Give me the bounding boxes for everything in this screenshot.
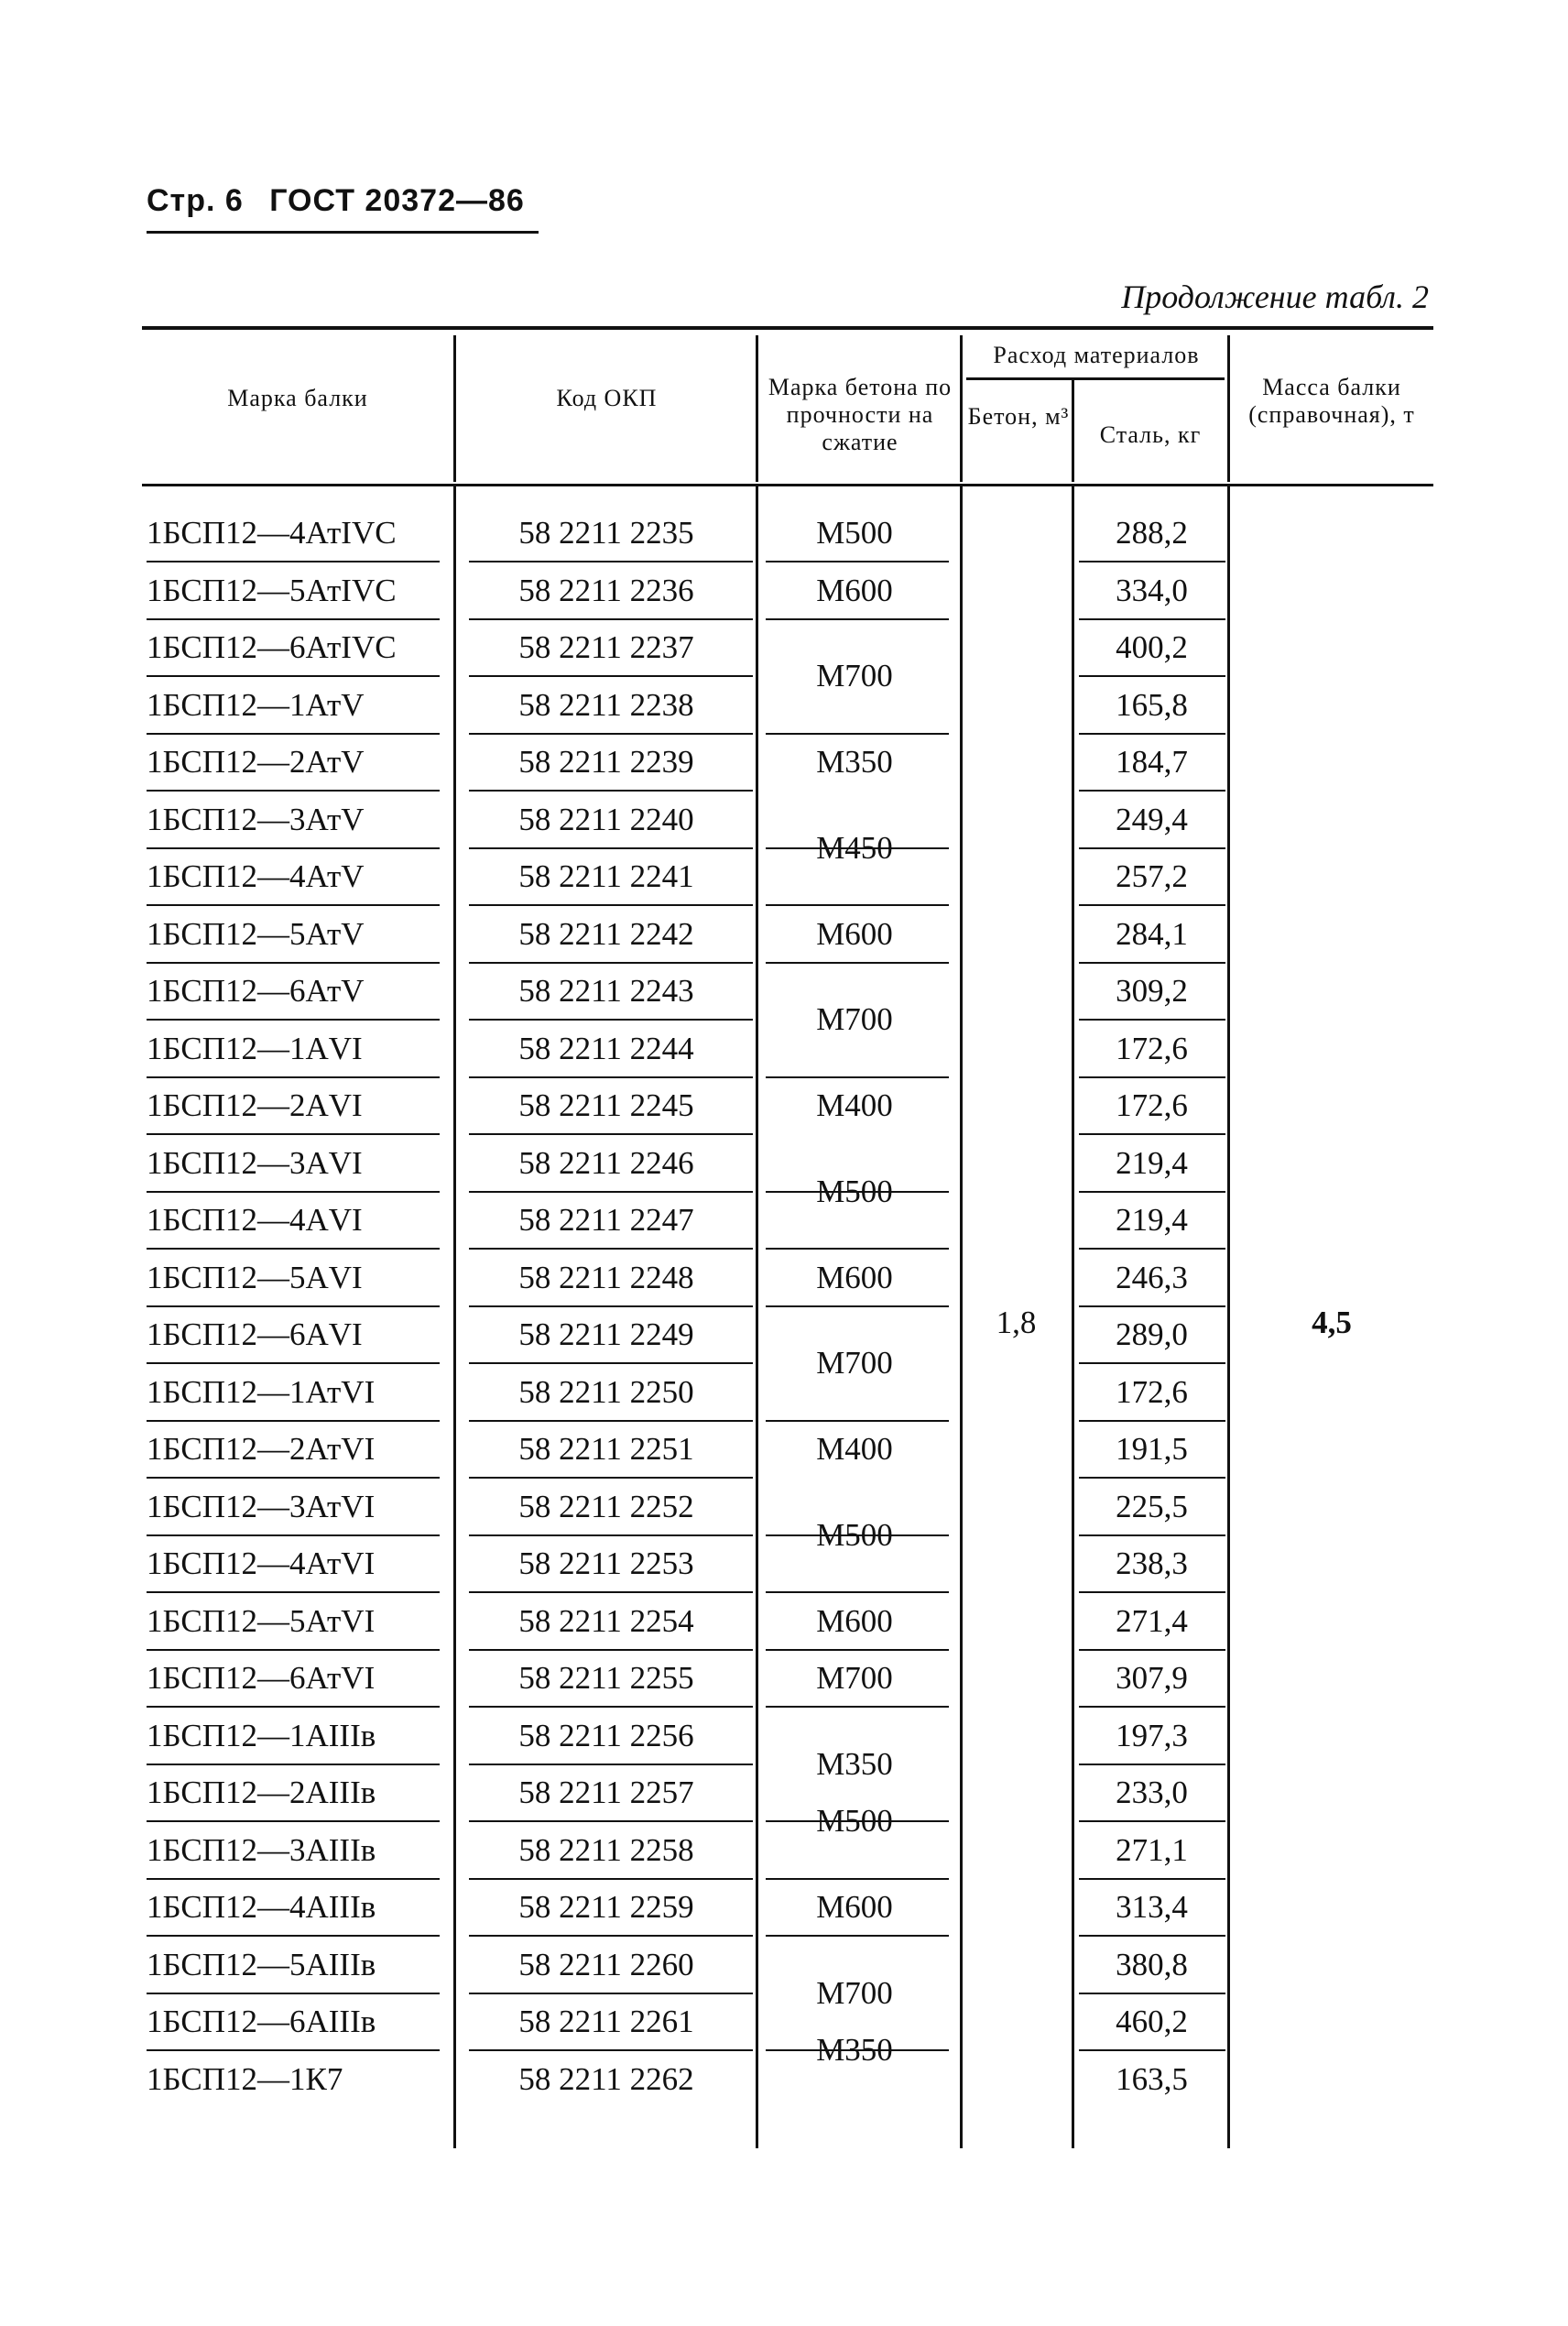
body-divider — [1227, 486, 1230, 2148]
concrete-grade: М600 — [816, 572, 893, 608]
body-divider — [453, 486, 456, 2148]
row-underline — [469, 1305, 753, 1307]
row-underline — [147, 1591, 440, 1593]
row-underline — [469, 1248, 753, 1250]
row-underline — [469, 1362, 753, 1364]
concrete-grade: М350 — [816, 1745, 893, 1782]
steel-consumption: 334,0 — [1116, 572, 1188, 608]
beam-mark: 1БСП12—6АIIIв — [147, 2004, 376, 2039]
row-underline — [1079, 1133, 1225, 1135]
row-underline — [469, 1019, 753, 1021]
okp-code: 58 2211 2240 — [518, 801, 694, 837]
concrete-grade: М600 — [816, 1889, 893, 1925]
beam-mark: 1БСП12—6АтVI — [147, 1660, 376, 1696]
row-underline — [469, 790, 753, 792]
row-underline — [766, 1076, 949, 1078]
okp-code: 58 2211 2262 — [518, 2060, 694, 2097]
row-underline — [147, 847, 440, 849]
beam-mark: 1БСП12—3АVI — [147, 1144, 363, 1181]
row-underline — [147, 1820, 440, 1822]
okp-code: 58 2211 2254 — [518, 1602, 694, 1639]
table-continuation-label: Продолжение табл. 2 — [1121, 278, 1429, 315]
row-underline — [147, 1305, 440, 1307]
beam-mark: 1БСП12—5АтV — [147, 915, 365, 952]
row-underline — [147, 561, 440, 562]
column-header-materials: Расход материалов — [993, 342, 1200, 368]
beam-mark: 1БСП12—1АтV — [147, 686, 365, 723]
concrete-grade: М500 — [816, 1803, 893, 1840]
row-underline — [469, 675, 753, 677]
row-underline — [147, 962, 440, 964]
row-underline — [1079, 1591, 1225, 1593]
concrete-grade: М500 — [816, 1173, 893, 1209]
row-underline — [1079, 1993, 1225, 1994]
row-underline — [1079, 1649, 1225, 1651]
concrete-volume-value: 1,8 — [996, 1305, 1037, 1340]
row-underline — [147, 1191, 440, 1193]
body-divider — [960, 486, 963, 2148]
okp-code: 58 2211 2237 — [518, 629, 694, 665]
beam-mark: 1БСП12—5АIIIв — [147, 1946, 376, 1982]
okp-code: 58 2211 2243 — [518, 973, 694, 1009]
okp-code: 58 2211 2239 — [518, 744, 694, 780]
beam-mark: 1БСП12—2АтVI — [147, 1431, 376, 1467]
row-underline — [147, 618, 440, 620]
row-underline — [469, 1706, 753, 1708]
beam-mark: 1БСП12—2АIIIв — [147, 1775, 376, 1810]
row-underline — [766, 561, 949, 562]
row-underline — [1079, 733, 1225, 735]
row-underline — [147, 1706, 440, 1708]
steel-consumption: 225,5 — [1116, 1488, 1188, 1524]
row-underline — [147, 1993, 440, 1994]
row-underline — [469, 904, 753, 906]
row-underline — [1079, 1477, 1225, 1479]
steel-consumption: 284,1 — [1116, 915, 1188, 952]
row-underline — [147, 675, 440, 677]
row-underline — [1079, 1362, 1225, 1364]
row-underline — [766, 1420, 949, 1422]
row-underline — [147, 1362, 440, 1364]
header-rule — [147, 231, 539, 234]
okp-code: 58 2211 2245 — [518, 1087, 694, 1123]
row-underline — [1079, 1420, 1225, 1422]
row-underline — [766, 1649, 949, 1651]
concrete-grade: М700 — [816, 658, 893, 694]
beam-mark: 1БСП12—1АIIIв — [147, 1717, 376, 1753]
steel-consumption: 257,2 — [1116, 858, 1188, 894]
row-underline — [1079, 1076, 1225, 1078]
steel-consumption: 400,2 — [1116, 629, 1188, 665]
okp-code: 58 2211 2235 — [518, 515, 694, 551]
column-header-concrete-grade: Марка бетона по прочности на сжатие — [768, 374, 953, 455]
body-divider — [756, 486, 758, 2148]
row-underline — [147, 733, 440, 735]
steel-consumption: 380,8 — [1116, 1946, 1188, 1982]
table-top-rule — [142, 326, 1433, 330]
okp-code: 58 2211 2247 — [518, 1202, 694, 1238]
row-underline — [147, 1019, 440, 1021]
row-underline — [469, 1878, 753, 1880]
okp-code: 58 2211 2257 — [518, 1775, 694, 1810]
row-underline — [1079, 1878, 1225, 1880]
okp-code: 58 2211 2250 — [518, 1373, 694, 1410]
okp-code: 58 2211 2252 — [518, 1488, 694, 1524]
beam-mark: 1БСП12—6АVI — [147, 1316, 363, 1352]
okp-code: 58 2211 2256 — [518, 1717, 694, 1753]
row-underline — [1079, 561, 1225, 562]
column-header-steel: Сталь, кг — [1099, 421, 1202, 448]
row-underline — [469, 1649, 753, 1651]
concrete-grade: М600 — [816, 915, 893, 952]
row-underline — [1079, 962, 1225, 964]
row-underline — [469, 1133, 753, 1135]
beam-mark: 1БСП12—1АVI — [147, 1030, 363, 1066]
row-underline — [147, 1878, 440, 1880]
steel-consumption: 289,0 — [1116, 1316, 1188, 1352]
concrete-grade: М400 — [816, 1087, 893, 1123]
row-underline — [469, 1764, 753, 1765]
concrete-grade: М600 — [816, 1602, 893, 1639]
concrete-grade: М700 — [816, 1345, 893, 1381]
row-underline — [1079, 1534, 1225, 1536]
steel-consumption: 165,8 — [1116, 686, 1188, 723]
steel-consumption: 309,2 — [1116, 973, 1188, 1009]
row-underline — [1079, 1248, 1225, 1250]
okp-code: 58 2211 2244 — [518, 1030, 694, 1066]
row-underline — [147, 1764, 440, 1765]
beam-mark: 1БСП12—1К7 — [147, 2060, 343, 2097]
steel-consumption: 460,2 — [1116, 2004, 1188, 2039]
column-header-code: Код ОКП — [556, 385, 658, 411]
beam-mark: 1БСП12—6АтV — [147, 973, 365, 1009]
steel-consumption: 219,4 — [1116, 1144, 1188, 1181]
row-underline — [147, 1248, 440, 1250]
okp-code: 58 2211 2248 — [518, 1259, 694, 1295]
steel-consumption: 313,4 — [1116, 1889, 1188, 1925]
column-header-mark: Марка балки — [227, 385, 368, 411]
row-underline — [1079, 1019, 1225, 1021]
concrete-grade: М350 — [816, 744, 893, 780]
steel-consumption: 172,6 — [1116, 1373, 1188, 1410]
steel-consumption: 172,6 — [1116, 1087, 1188, 1123]
okp-code: 58 2211 2253 — [518, 1545, 694, 1581]
header-divider — [453, 335, 456, 482]
steel-consumption: 249,4 — [1116, 801, 1188, 837]
beam-mark: 1БСП12—3АIIIв — [147, 1831, 376, 1868]
steel-consumption: 197,3 — [1116, 1717, 1188, 1753]
row-underline — [469, 1820, 753, 1822]
okp-code: 58 2211 2255 — [518, 1660, 694, 1696]
concrete-grade: М600 — [816, 1259, 893, 1295]
steel-consumption: 219,4 — [1116, 1202, 1188, 1238]
header-divider — [756, 335, 758, 482]
row-underline — [766, 1591, 949, 1593]
concrete-grade: М700 — [816, 1974, 893, 2011]
row-underline — [1079, 1820, 1225, 1822]
row-underline — [147, 2049, 440, 2051]
concrete-grade: М350 — [816, 2032, 893, 2069]
beam-mark: 1БСП12—4АтIVС — [147, 515, 397, 551]
steel-consumption: 246,3 — [1116, 1259, 1188, 1295]
column-header-mass: Масса балки (справочная), т — [1248, 374, 1415, 428]
concrete-grade: М450 — [816, 829, 893, 866]
okp-code: 58 2211 2251 — [518, 1431, 694, 1467]
beam-mark: 1БСП12—2АVI — [147, 1087, 363, 1123]
beam-mark: 1БСП12—6АтIVС — [147, 629, 397, 665]
row-underline — [469, 1993, 753, 1994]
beam-mark: 1БСП12—1АтVI — [147, 1373, 376, 1410]
steel-consumption: 163,5 — [1116, 2060, 1188, 2097]
row-underline — [469, 1076, 753, 1078]
row-underline — [469, 1420, 753, 1422]
row-underline — [469, 1477, 753, 1479]
beam-mark: 1БСП12—4АтVI — [147, 1545, 376, 1581]
row-underline — [469, 561, 753, 562]
row-underline — [766, 1878, 949, 1880]
materials-header-rule — [966, 377, 1225, 380]
okp-code: 58 2211 2236 — [518, 572, 694, 608]
row-underline — [766, 904, 949, 906]
row-underline — [147, 1649, 440, 1651]
okp-code: 58 2211 2242 — [518, 915, 694, 952]
standard-number: ГОСТ 20372—86 — [269, 183, 525, 218]
steel-consumption: 288,2 — [1116, 515, 1188, 551]
steel-consumption: 233,0 — [1116, 1775, 1188, 1810]
row-underline — [469, 1591, 753, 1593]
steel-consumption: 172,6 — [1116, 1030, 1188, 1066]
row-underline — [469, 1191, 753, 1193]
row-underline — [766, 1706, 949, 1708]
steel-consumption: 271,1 — [1116, 1831, 1188, 1868]
row-underline — [147, 904, 440, 906]
row-underline — [147, 1477, 440, 1479]
steel-consumption: 271,4 — [1116, 1602, 1188, 1639]
row-underline — [1079, 1305, 1225, 1307]
row-underline — [766, 1305, 949, 1307]
row-underline — [1079, 675, 1225, 677]
beam-mark: 1БСП12—4АIIIв — [147, 1889, 376, 1925]
row-underline — [469, 2049, 753, 2051]
okp-code: 58 2211 2259 — [518, 1889, 694, 1925]
steel-consumption: 191,5 — [1116, 1431, 1188, 1467]
row-underline — [469, 962, 753, 964]
table-header-bottom-rule — [142, 484, 1433, 486]
row-underline — [1079, 2049, 1225, 2051]
okp-code: 58 2211 2260 — [518, 1946, 694, 1982]
concrete-grade: М700 — [816, 1001, 893, 1038]
row-underline — [1079, 618, 1225, 620]
beam-mark: 1БСП12—5АтVI — [147, 1602, 376, 1639]
row-underline — [147, 1420, 440, 1422]
beam-mark: 1БСП12—3АтV — [147, 801, 365, 837]
mass-value: 4,5 — [1312, 1305, 1352, 1340]
concrete-grade: М700 — [816, 1660, 893, 1696]
row-underline — [1079, 847, 1225, 849]
row-underline — [766, 618, 949, 620]
row-underline — [1079, 1764, 1225, 1765]
row-underline — [469, 1534, 753, 1536]
row-underline — [469, 733, 753, 735]
steel-consumption: 307,9 — [1116, 1660, 1188, 1696]
steel-consumption: 184,7 — [1116, 744, 1188, 780]
row-underline — [469, 1935, 753, 1937]
steel-consumption: 238,3 — [1116, 1545, 1188, 1581]
okp-code: 58 2211 2246 — [518, 1144, 694, 1181]
row-underline — [147, 1935, 440, 1937]
okp-code: 58 2211 2238 — [518, 686, 694, 723]
header-divider — [960, 335, 963, 482]
row-underline — [469, 847, 753, 849]
row-underline — [1079, 1935, 1225, 1937]
row-underline — [1079, 790, 1225, 792]
row-underline — [1079, 1191, 1225, 1193]
header-divider — [1072, 380, 1074, 482]
beam-mark: 1БСП12—4АтV — [147, 858, 365, 894]
row-underline — [766, 962, 949, 964]
row-underline — [469, 618, 753, 620]
okp-code: 58 2211 2249 — [518, 1316, 694, 1352]
beam-mark: 1БСП12—3АтVI — [147, 1488, 376, 1524]
row-underline — [147, 1534, 440, 1536]
okp-code: 58 2211 2241 — [518, 858, 694, 894]
okp-code: 58 2211 2261 — [518, 2004, 694, 2039]
concrete-grade: М400 — [816, 1431, 893, 1467]
row-underline — [766, 1248, 949, 1250]
row-underline — [1079, 1706, 1225, 1708]
beam-mark: 1БСП12—4АVI — [147, 1202, 363, 1238]
row-underline — [147, 790, 440, 792]
page-number: Стр. 6 — [147, 183, 244, 218]
concrete-grade: М500 — [816, 515, 893, 551]
row-underline — [766, 1935, 949, 1937]
okp-code: 58 2211 2258 — [518, 1831, 694, 1868]
row-underline — [766, 733, 949, 735]
row-underline — [1079, 904, 1225, 906]
beam-mark: 1БСП12—5АVI — [147, 1259, 363, 1295]
beam-mark: 1БСП12—5АтIVС — [147, 572, 397, 608]
row-underline — [147, 1133, 440, 1135]
concrete-grade: М500 — [816, 1516, 893, 1553]
page-header — [147, 183, 541, 219]
body-divider — [1072, 486, 1074, 2148]
column-header-concrete: Бетон, м³ — [967, 403, 1070, 430]
row-underline — [147, 1076, 440, 1078]
beam-mark: 1БСП12—2АтV — [147, 744, 365, 780]
